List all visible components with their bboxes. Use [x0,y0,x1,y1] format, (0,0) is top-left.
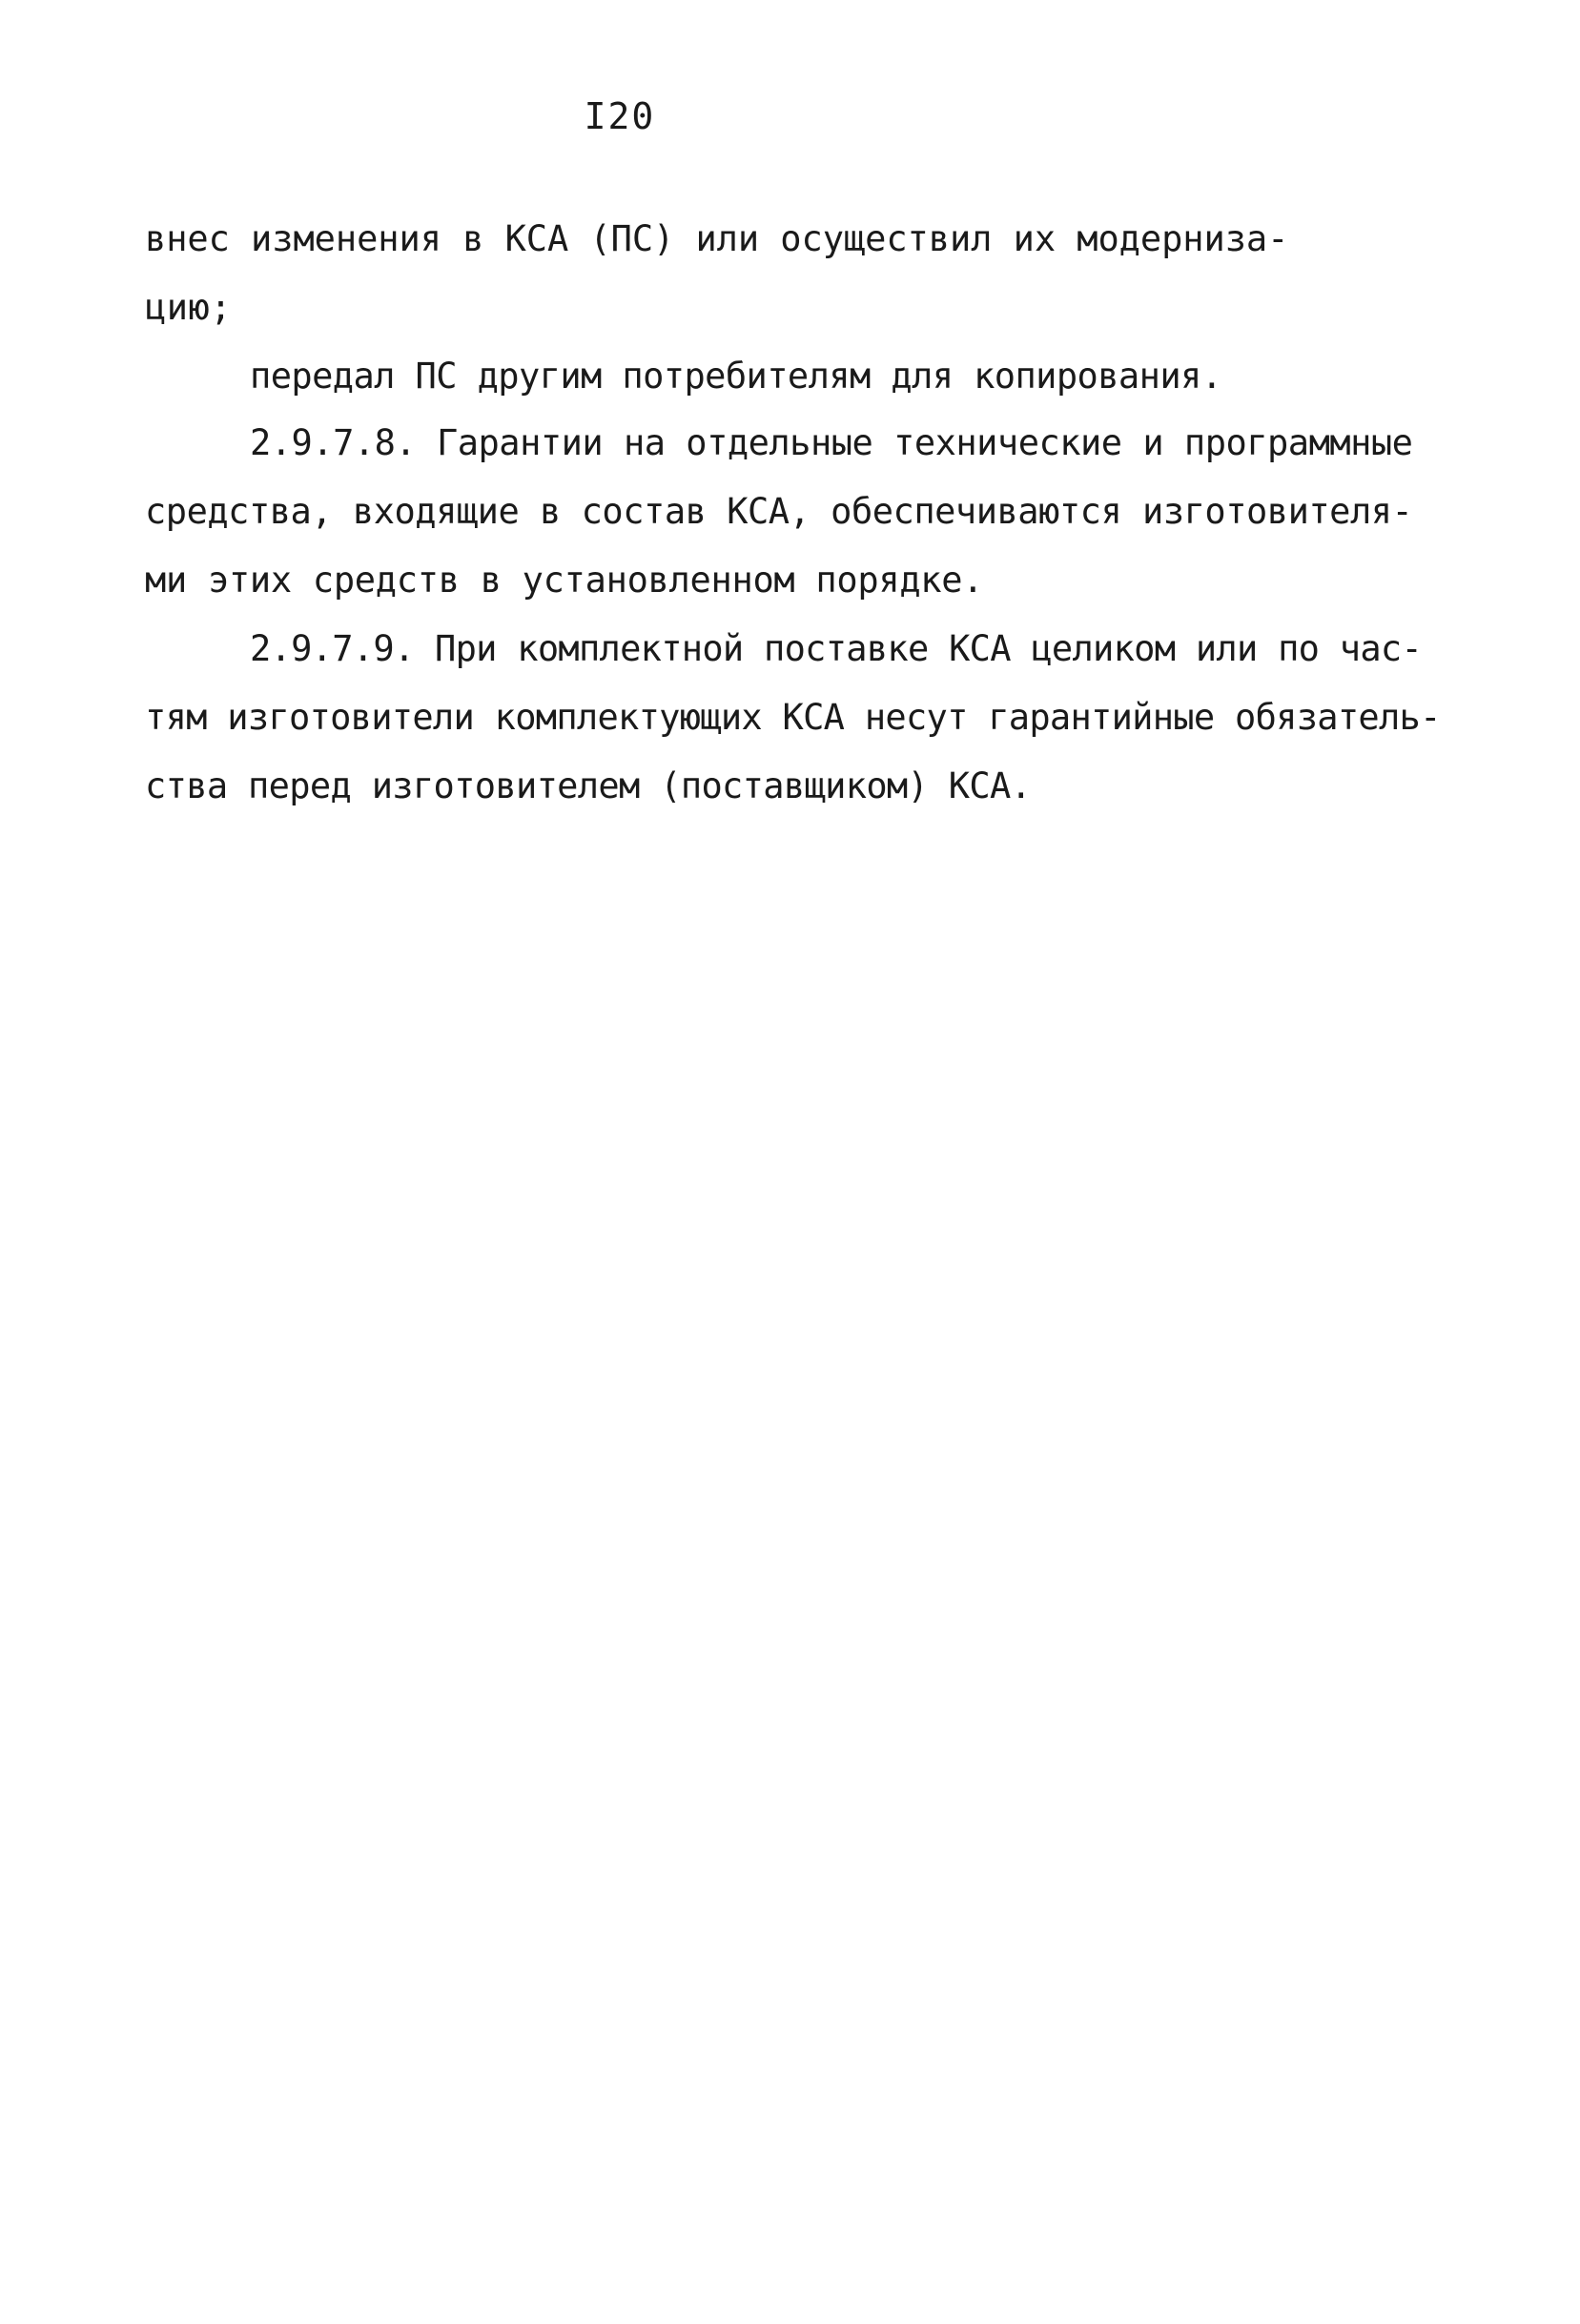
text-line: 2.9.7.8. Гарантии на отдельные технические и программные [250,422,1413,463]
text-line: цию; [145,287,233,328]
text-line: средства, входящие в состав КСА, обеспечиваются изготовителя- [145,491,1413,532]
text-line: передал ПС другим потребителям для копирования. [250,356,1222,397]
text-line: ми этих средств в установленном порядке. [145,560,984,601]
text-line: тям изготовители комплектующих КСА несут гарантийные обязатель- [145,697,1441,738]
text-line: ства перед изготовителем (поставщиком) КСА. [145,765,1032,806]
page-number: I20 [584,95,656,137]
text-line: 2.9.7.9. При комплектной поставке КСА целиком или по час- [250,628,1423,669]
text-line: внес изменения в КСА (ПС) или осуществил их модерниза- [145,218,1289,259]
